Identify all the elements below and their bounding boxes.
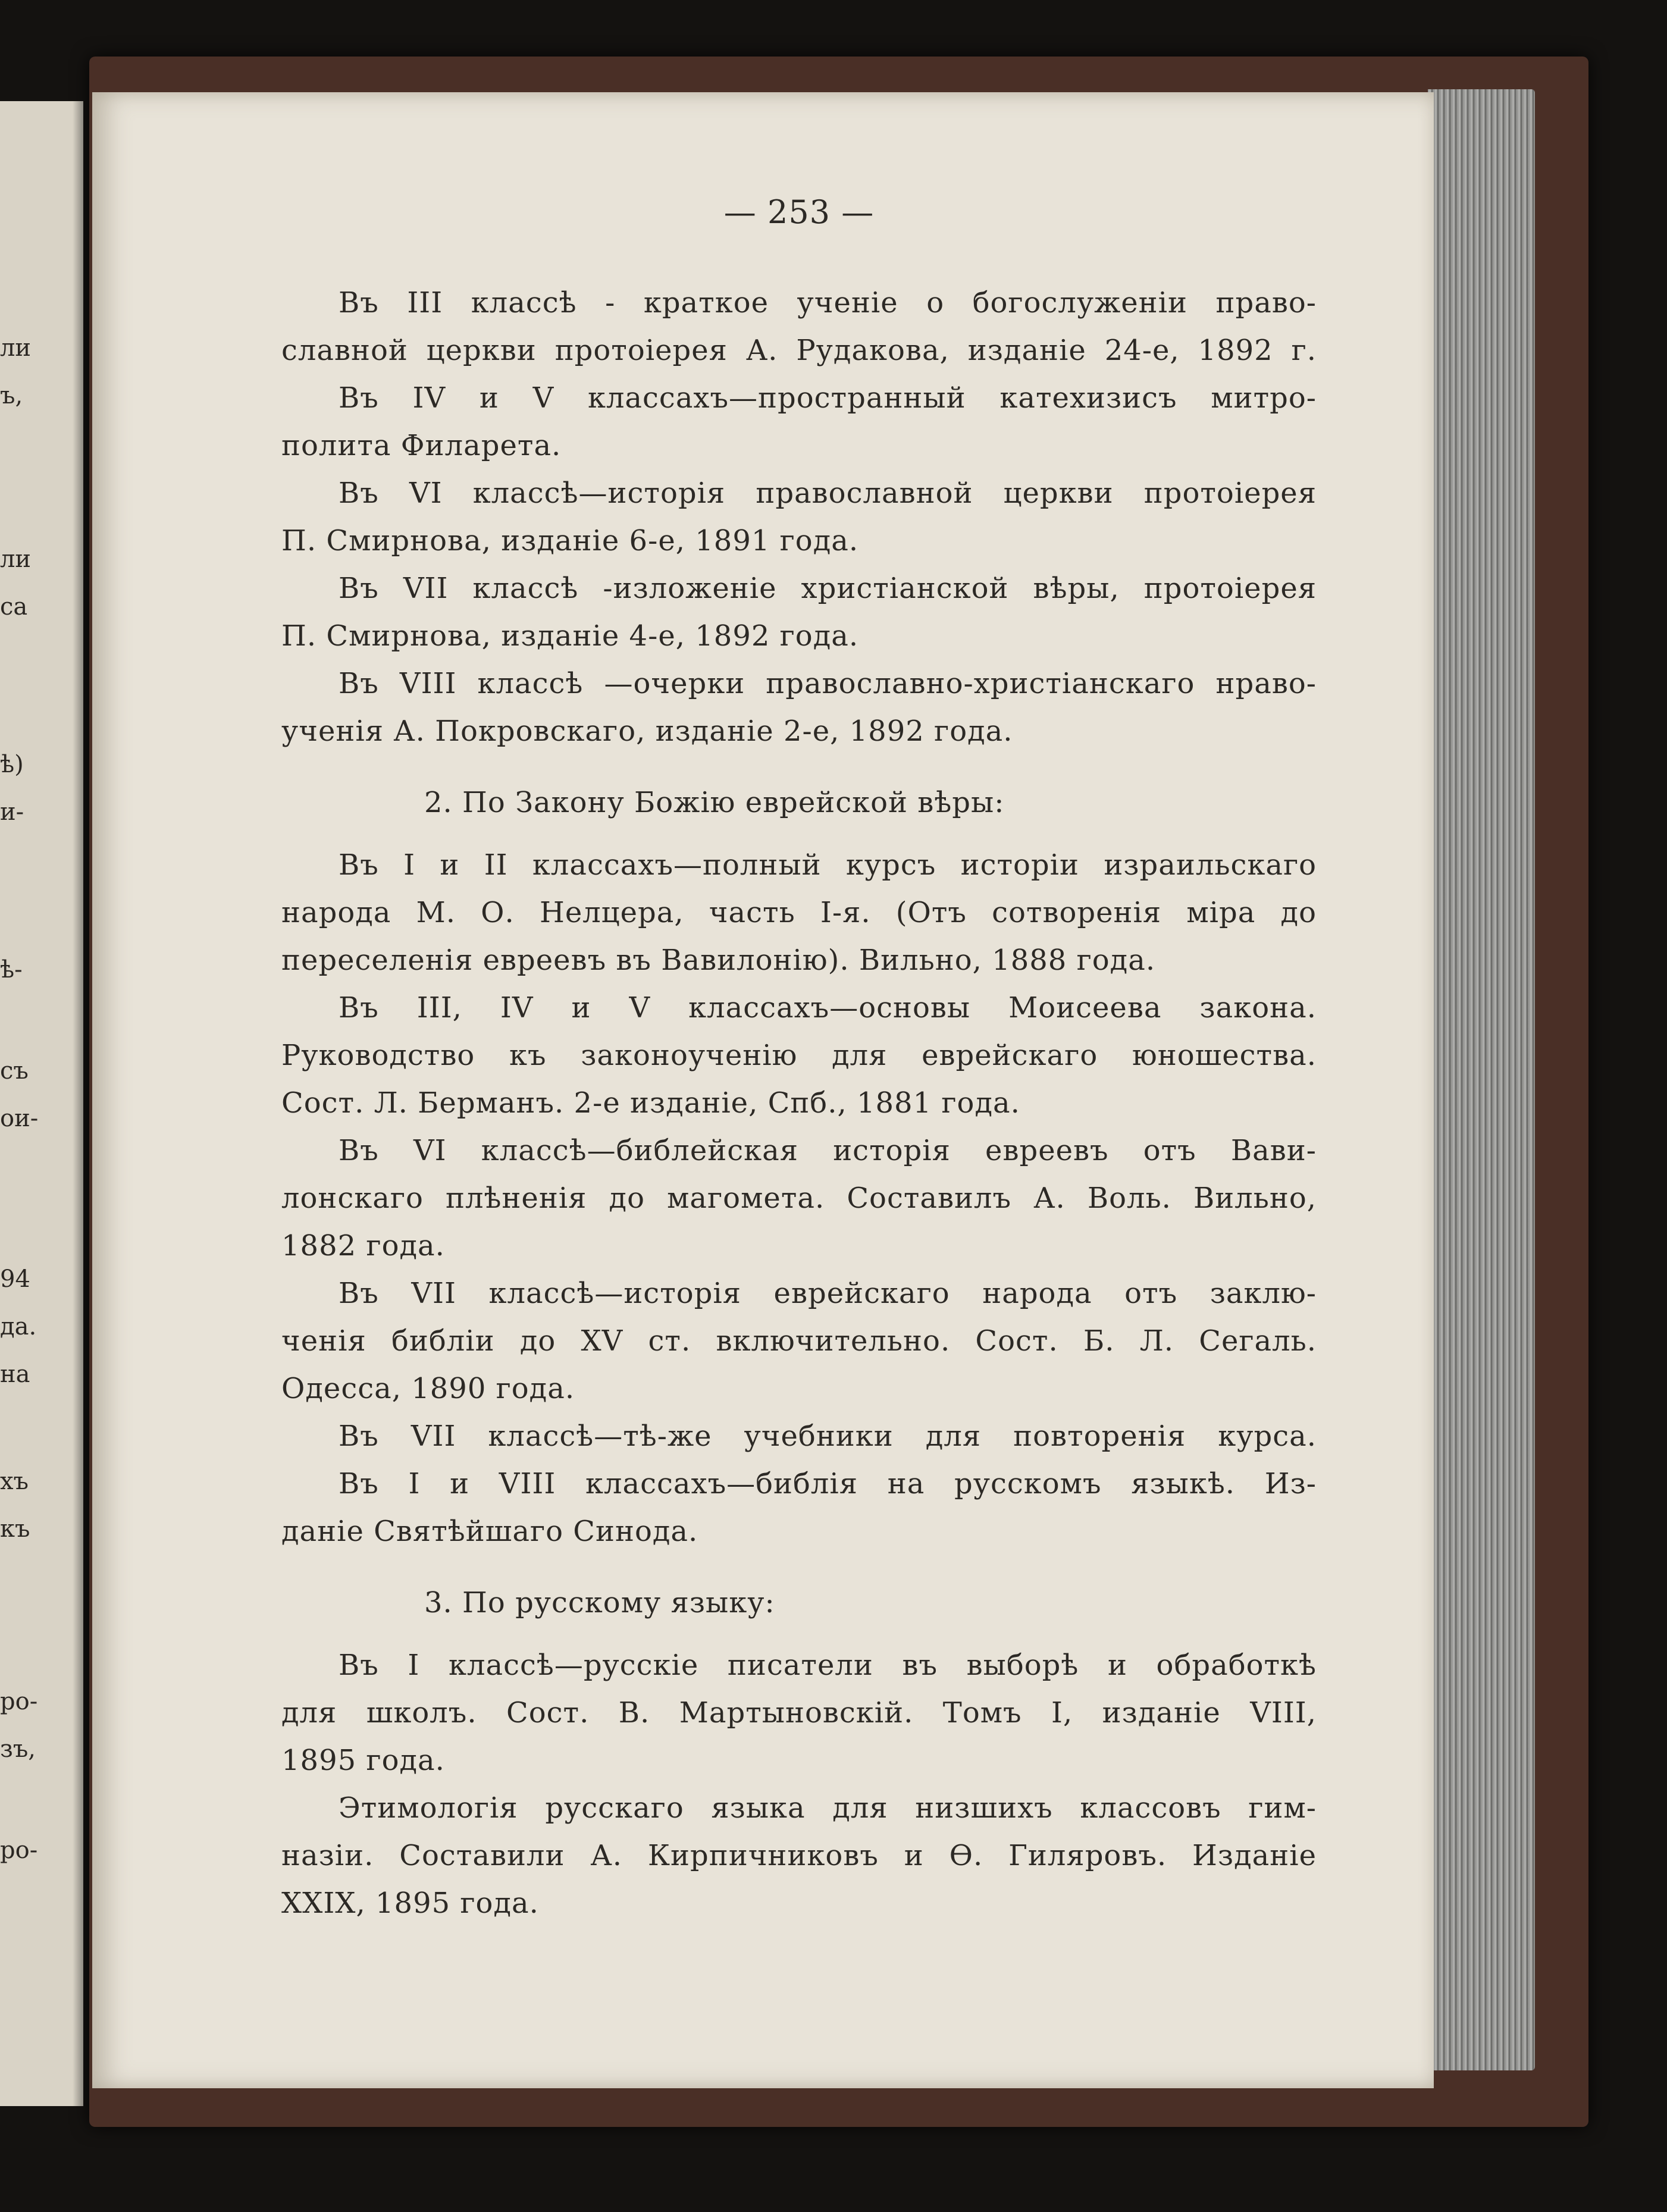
text-line: Сост. Л. Берманъ. 2-е изданіе, Спб., 1881 года. — [281, 1086, 1020, 1120]
text-line: Въ IV и V классахъ—пространный катехизисъ митро- — [339, 381, 1317, 415]
text-line: Въ III классѣ - краткое ученіе о богослуженіи право- — [339, 286, 1317, 319]
text-line: П. Смирнова, изданіе 6-е, 1891 года. — [281, 524, 859, 557]
text-line: Руководство къ законоученію для еврейскаго юношества. — [281, 1039, 1317, 1072]
text-line: даніе Святѣйшаго Синода. — [281, 1515, 698, 1548]
text-line: Въ I классѣ—русскіе писатели въ выборѣ и обработкѣ — [339, 1649, 1317, 1682]
left-page-fragment: къ — [0, 1515, 30, 1543]
text-line: Въ III, IV и V классахъ—основы Моисеева закона. — [339, 991, 1317, 1024]
text-line: полита Филарета. — [281, 429, 562, 462]
left-page-fragment: са — [0, 593, 28, 621]
text-line: ченія библіи до XV ст. включительно. Сост. Б. Л. Сегаль. — [281, 1324, 1317, 1358]
text-line: славной церкви протоіерея А. Рудакова, изданіе 24-е, 1892 г. — [281, 334, 1317, 367]
right-page — [92, 92, 1434, 2088]
left-page-fragment: съ — [0, 1057, 29, 1085]
left-page-fragment: ѣ) — [0, 751, 24, 778]
left-page-fragment: ро- — [0, 1688, 38, 1715]
left-page-fragment: и- — [0, 798, 24, 826]
section-heading: 3. По русскому языку: — [424, 1586, 775, 1619]
left-page — [0, 101, 83, 2106]
left-page-fragment: ъ, — [0, 382, 23, 409]
text-line: 1882 года. — [281, 1229, 445, 1262]
text-line: назіи. Составили А. Кирпичниковъ и Ѳ. Гиляровъ. Изданіе — [281, 1839, 1317, 1872]
text-line: 1895 года. — [281, 1744, 445, 1777]
text-line: народа М. О. Нелцера, часть I-я. (Отъ сотворенія міра до — [281, 896, 1317, 929]
left-page-fragment: да. — [0, 1313, 37, 1340]
text-line: Въ VI классѣ—библейская исторія евреевъ отъ Вави- — [339, 1134, 1317, 1167]
text-line: Въ VII классѣ—исторія еврейскаго народа отъ заклю- — [339, 1277, 1317, 1310]
left-page-fragment: ѣ- — [0, 956, 23, 983]
left-page-fragment: на — [0, 1361, 30, 1388]
text-line: Этимологія русскаго языка для низшихъ классовъ гим- — [339, 1791, 1317, 1825]
text-line: Въ VII классѣ—тѣ-же учебники для повторенія курса. — [339, 1420, 1317, 1453]
text-line: ученія А. Покровскаго, изданіе 2-е, 1892 года. — [281, 715, 1013, 748]
left-page-fragment: хъ — [0, 1468, 29, 1495]
text-line: Въ VII классѣ -изложеніе христіанской вѣры, протоіерея — [339, 572, 1317, 605]
page-number: — 253 — — [723, 193, 875, 231]
text-line: XXIX, 1895 года. — [281, 1887, 539, 1920]
left-page-fragment: зъ, — [0, 1735, 36, 1763]
page-gutter-shadow — [73, 101, 83, 2106]
left-page-fragment: ро- — [0, 1837, 38, 1864]
text-line: Въ VI классѣ—исторія православной церкви протоіерея — [339, 477, 1317, 510]
left-page-fragment: ои- — [0, 1105, 39, 1132]
text-line: для школъ. Сост. В. Мартыновскій. Томъ I, изданіе VIII, — [281, 1696, 1317, 1730]
text-line: Въ VIII классѣ —очерки православно-христіанскаго нраво- — [339, 667, 1317, 700]
section-heading: 2. По Закону Божію еврейской вѣры: — [424, 786, 1005, 819]
text-line: Въ I и VIII классахъ—библія на русскомъ языкѣ. Из- — [339, 1467, 1317, 1500]
left-page-fragment: ли — [0, 546, 32, 573]
text-line: переселенія евреевъ въ Вавилонію). Вильно, 1888 года. — [281, 944, 1156, 977]
text-line: Одесса, 1890 года. — [281, 1372, 575, 1405]
page-edges — [1428, 89, 1535, 2070]
text-line: П. Смирнова, изданіе 4-е, 1892 года. — [281, 619, 859, 653]
left-page-fragment: 94 — [0, 1265, 30, 1293]
text-line: Въ I и II классахъ—полный курсъ исторіи израильскаго — [339, 848, 1317, 882]
text-line: лонскаго плѣненія до магомета. Составилъ А. Воль. Вильно, — [281, 1182, 1317, 1215]
left-page-fragment: ли — [0, 334, 32, 362]
